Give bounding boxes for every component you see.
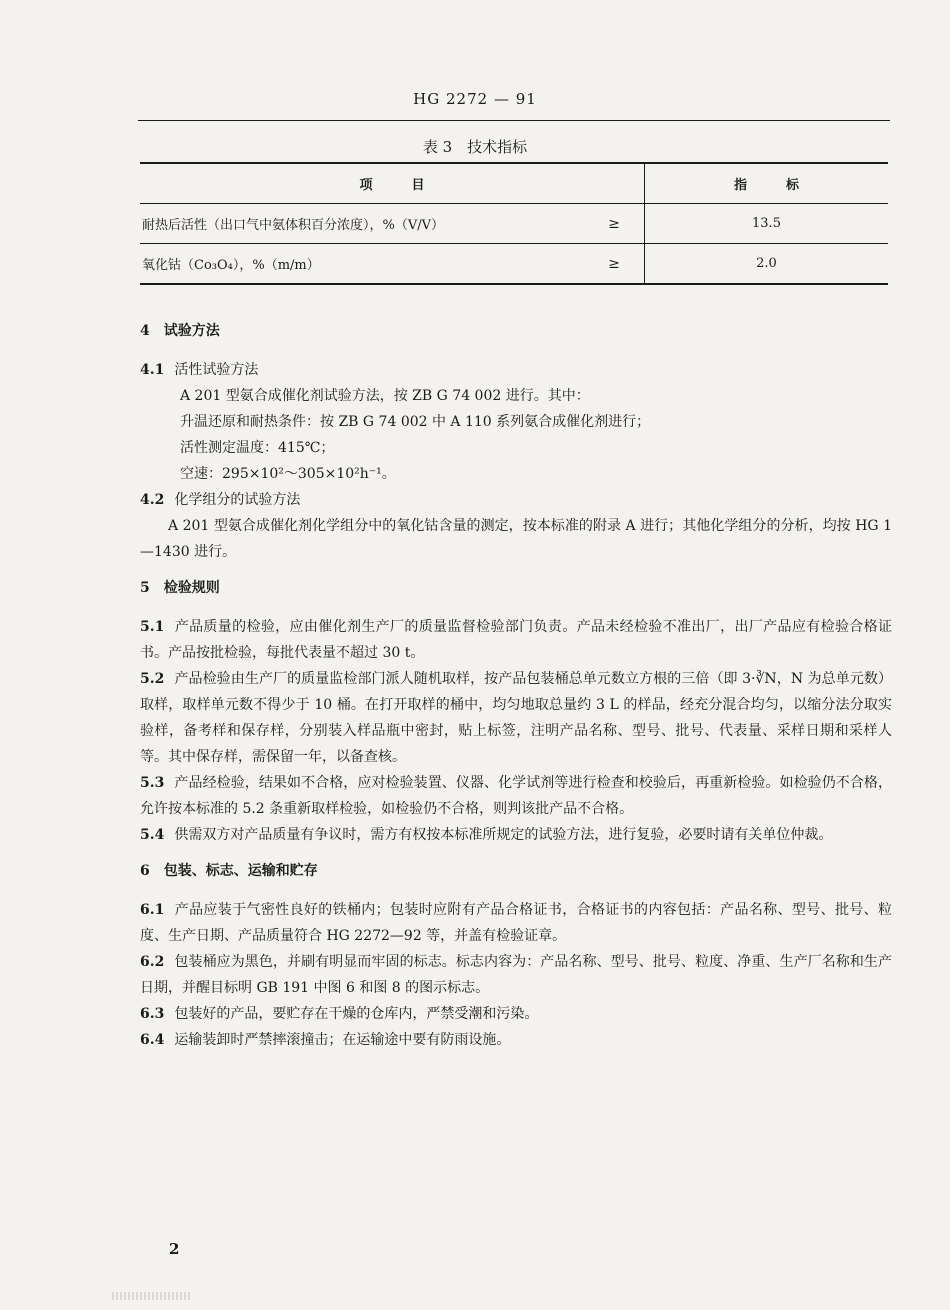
table-cell-value: 2.0 bbox=[645, 244, 889, 285]
clause-title: 化学组分的试验方法 bbox=[174, 492, 301, 508]
table-cell-item: 氧化钴（Co₃O₄），%（m/m） bbox=[142, 258, 320, 273]
paragraph: 活性测定温度：415℃； bbox=[180, 440, 335, 456]
scan-artifact bbox=[112, 1292, 192, 1300]
document-body bbox=[140, 318, 892, 1053]
subsection-4-2-heading bbox=[140, 487, 892, 513]
clause-title: 活性试验方法 bbox=[174, 362, 259, 378]
clause-5-2 bbox=[140, 666, 892, 770]
clause-text: 产品应装于气密性良好的铁桶内；包装时应附有产品合格证书，合格证书的内容包括：产品名称、型号、批号、粒度、生产日期、产品质量符合 HG 2272—92 等，并盖有检验证章。 bbox=[140, 902, 892, 944]
clause-number: 6.4 bbox=[140, 1032, 165, 1048]
clause-text: 运输装卸时严禁摔滚撞击；在运输途中要有防雨设施。 bbox=[174, 1032, 511, 1048]
clause-5-3 bbox=[140, 770, 892, 822]
table-caption: 表 3 技术指标 bbox=[422, 138, 528, 156]
spec-table bbox=[140, 162, 888, 285]
paragraph: A 201 型氨合成催化剂试验方法，按 ZB G 74 002 进行。其中： bbox=[180, 388, 590, 404]
clause-text: 包装桶应为黑色，并刷有明显而牢固的标志。标志内容为：产品名称、型号、批号、粒度、净重、生产厂名称和生产日期，并醒目标明 GB 191 中图 6 和图 8 的图示标志。 bbox=[140, 954, 892, 996]
clause-number: 6.1 bbox=[140, 902, 165, 918]
section-heading-6: 6 包装、标志、运输和贮存 bbox=[140, 863, 318, 879]
paragraph: A 201 型氨合成催化剂化学组分中的氧化钴含量的测定，按本标准的附录 A 进行；其他化学组分的分析，均按 HG 1—1430 进行。 bbox=[140, 518, 892, 560]
clause-text: 产品经检验，结果如不合格，应对检验装置、仪器、化学试剂等进行检查和校验后，再重新检验。如检验仍不合格，允许按本标准的 5.2 条重新取样检验，如检验仍不合格，则判该批产品不合格。 bbox=[140, 775, 892, 817]
clause-number: 5.4 bbox=[140, 827, 165, 843]
clause-text: 产品质量的检验，应由催化剂生产厂的质量监督检验部门负责。产品未经检验不准出厂，出厂产品应有检验合格证书。产品按批检验，每批代表量不超过 30 t。 bbox=[140, 619, 892, 661]
table-cell-value: 13.5 bbox=[645, 204, 889, 244]
table-row bbox=[140, 204, 888, 244]
clause-5-4 bbox=[140, 822, 892, 848]
header-rule bbox=[138, 120, 890, 121]
table-cell-operator: ≥ bbox=[608, 215, 620, 232]
running-header: HG 2272 — 91 bbox=[413, 90, 537, 108]
clause-number: 6.2 bbox=[140, 954, 165, 970]
clause-number: 5.3 bbox=[140, 775, 165, 791]
table-row bbox=[140, 244, 888, 285]
clause-number: 4.2 bbox=[140, 492, 165, 508]
clause-6-3 bbox=[140, 1001, 892, 1027]
clause-text: 包装好的产品，要贮存在干燥的仓库内，严禁受潮和污染。 bbox=[174, 1006, 539, 1022]
page-number: 2 bbox=[169, 1240, 180, 1258]
clause-6-1 bbox=[140, 897, 892, 949]
subsection-4-1-heading bbox=[140, 357, 892, 383]
section-heading-4: 4 试验方法 bbox=[140, 323, 220, 339]
clause-5-1 bbox=[140, 614, 892, 666]
clause-6-4 bbox=[140, 1027, 892, 1053]
clause-number: 6.3 bbox=[140, 1006, 165, 1022]
table-cell-item: 耐热后活性（出口气中氨体积百分浓度），%（V/V） bbox=[142, 218, 445, 233]
paragraph: 升温还原和耐热条件：按 ZB G 74 002 中 A 110 系列氨合成催化剂进行； bbox=[180, 414, 651, 430]
clause-6-2 bbox=[140, 949, 892, 1001]
clause-number: 4.1 bbox=[140, 362, 165, 378]
clause-text: 供需双方对产品质量有争议时，需方有权按本标准所规定的试验方法，进行复验，必要时请有关单位仲裁。 bbox=[174, 827, 833, 843]
table-header-item: 项 目 bbox=[359, 178, 425, 193]
paragraph: 空速：295×10²～305×10²h⁻¹。 bbox=[180, 466, 396, 482]
section-heading-5: 5 检验规则 bbox=[140, 580, 220, 596]
clause-number: 5.1 bbox=[140, 619, 165, 635]
table-cell-operator: ≥ bbox=[608, 255, 620, 272]
table-header-spec: 指 标 bbox=[645, 163, 889, 204]
clause-number: 5.2 bbox=[140, 671, 165, 687]
clause-text: 产品检验由生产厂的质量监检部门派人随机取样，按产品包装桶总单元数立方根的三倍（即 3·∛N，N 为总单元数）取样，取样单元数不得少于 10 桶。在打开取样的桶中，均匀地取总量约 3 L 的样品，经充分混合均匀，以缩分法分取实验样，备考样和保存样，分别装入样品瓶中密封，贴上标签，注明产品名称、型号、批号、代表量、采样日期和采样人等。其中保存样，需保留一年，以备查核。 bbox=[140, 671, 892, 765]
spacer bbox=[140, 565, 892, 575]
table-header-row bbox=[140, 163, 888, 204]
spacer bbox=[140, 848, 892, 858]
